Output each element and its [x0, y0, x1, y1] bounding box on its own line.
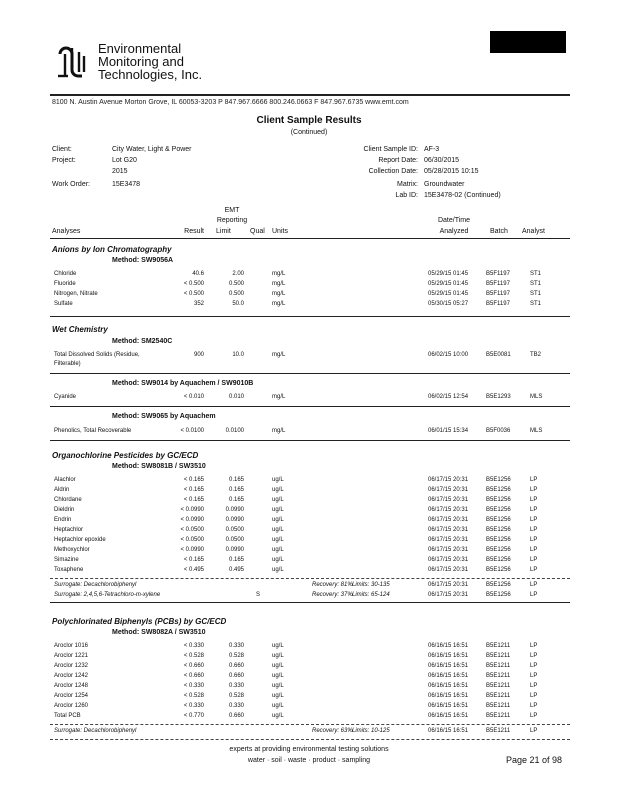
cell-result: < 0.528	[183, 693, 204, 699]
col-analyses: Analyses	[52, 228, 81, 235]
table-row	[0, 497, 618, 507]
address-line: 8100 N. Austin Avenue Morton Grove, IL 60053-3203 P 847.967.6666 800.246.0663 F 847.967.6735 www.emt.com	[52, 99, 409, 106]
cell-units: ug/L	[272, 663, 284, 669]
table-row	[0, 477, 618, 487]
cell-result: < 0.528	[183, 653, 204, 659]
table-row	[0, 653, 618, 663]
cell-units: ug/L	[272, 643, 284, 649]
cell-result: < 0.500	[183, 281, 204, 287]
cell-analyst: ST1	[530, 281, 542, 287]
cell-rl: 0.165	[228, 477, 244, 483]
client-value: City Water, Light & Power	[112, 146, 192, 153]
table-row	[0, 693, 618, 703]
cell-analyst: LP	[530, 713, 538, 719]
cell-surrogate-name: Surrogate: Decachlorobiphenyl	[54, 582, 137, 588]
cell-result: < 0.330	[183, 703, 204, 709]
cell-analyst: ST1	[530, 271, 542, 277]
cell-units: ug/L	[272, 683, 284, 689]
cell-datetime: 06/16/15 16:51	[428, 728, 469, 734]
cell-analyte: Alachlor	[54, 477, 76, 483]
cell-result: < 0.0990	[180, 507, 204, 513]
sample-id-label: Client Sample ID:	[363, 146, 418, 153]
cell-analyte: Aroclor 1260	[54, 703, 89, 709]
table-row	[0, 683, 618, 693]
footer-tagline: experts at providing environmental testing solutions	[229, 746, 389, 753]
project-label: Project:	[52, 157, 76, 164]
cell-batch: B5E1211	[486, 683, 511, 689]
cell-units: ug/L	[272, 547, 284, 553]
cell-analyte: Aldrin	[54, 487, 70, 493]
cell-batch: B5E1256	[486, 567, 511, 573]
cell-batch: B5E1211	[486, 643, 511, 649]
cell-batch: B5E1256	[486, 487, 511, 493]
cell-datetime: 06/02/15 10:00	[428, 352, 469, 358]
cell-result: 352	[193, 301, 204, 307]
company-name-line-3: Technologies, Inc.	[98, 67, 203, 82]
cell-limits: Limits: 30-135	[352, 582, 390, 588]
cell-units: ug/L	[272, 507, 284, 513]
cell-analyst: LP	[530, 517, 538, 523]
cell-units: ug/L	[272, 703, 284, 709]
table-row	[0, 663, 618, 673]
report-date-value: 06/30/2015	[424, 157, 460, 164]
cell-analyst: LP	[530, 477, 538, 483]
cell-datetime: 06/17/15 20:31	[428, 497, 469, 503]
cell-analyst: LP	[530, 683, 538, 689]
cell-batch: B5F1197	[486, 281, 510, 287]
cell-analyte: Heptachlor	[54, 527, 84, 533]
cell-rl: 0.500	[228, 291, 244, 297]
cell-units: mg/L	[272, 281, 286, 287]
table-row	[0, 537, 618, 547]
cell-qual: S	[256, 592, 261, 598]
cell-units: ug/L	[272, 537, 284, 543]
cell-datetime: 05/29/15 01:45	[428, 281, 469, 287]
cell-batch: B5E1256	[486, 547, 511, 553]
cell-datetime: 06/16/15 16:51	[428, 643, 469, 649]
method-wet-1: Method: SM2540C	[112, 338, 173, 345]
sample-id-value: AF-3	[424, 146, 440, 153]
cell-rl: 0.500	[228, 281, 244, 287]
cell-units: ug/L	[272, 567, 284, 573]
cell-analyte: Chloride	[54, 271, 77, 277]
table-row	[0, 394, 618, 404]
cell-rl: 0.0500	[225, 537, 244, 543]
cell-result: 900	[193, 352, 204, 358]
cell-batch: B5F1197	[486, 271, 510, 277]
cell-rl: 50.0	[232, 301, 244, 307]
cell-datetime: 06/02/15 12:54	[428, 394, 469, 400]
company-name	[98, 42, 202, 81]
method-pesticides: Method: SW8081B / SW3510	[112, 463, 206, 470]
cell-batch: B5E1256	[486, 507, 511, 513]
col-units: Units	[272, 228, 288, 235]
table-row	[0, 517, 618, 527]
surrogate-row	[0, 728, 618, 738]
cell-units: ug/L	[272, 487, 284, 493]
cell-analyte: Total PCB	[54, 713, 81, 719]
cell-rl: 0.330	[228, 703, 244, 709]
method-pcb: Method: SW8082A / SW3510	[112, 629, 206, 636]
cell-analyte: Aroclor 1242	[54, 673, 89, 679]
cell-analyte: Chlordane	[54, 497, 82, 503]
cell-batch: B5E1211	[486, 653, 511, 659]
cell-datetime: 06/16/15 16:51	[428, 673, 469, 679]
cell-analyte: Simazine	[54, 557, 79, 563]
work-order-value: 15E3478	[112, 181, 141, 188]
cell-limits: Limits: 65-124	[352, 592, 390, 598]
cell-rl: 0.0990	[225, 517, 244, 523]
table-row	[0, 352, 618, 362]
cell-analyte: Methoxychlor	[54, 547, 90, 553]
cell-units: ug/L	[272, 557, 284, 563]
cell-analyte: Aroclor 1221	[54, 653, 89, 659]
cell-datetime: 06/16/15 16:51	[428, 703, 469, 709]
cell-batch: B5E1211	[486, 693, 511, 699]
tds-label-2: Filterable)	[54, 361, 81, 367]
cell-datetime: 06/16/15 16:51	[428, 663, 469, 669]
cell-analyst: LP	[530, 537, 538, 543]
cell-batch: B5E1256	[486, 477, 511, 483]
cell-units: mg/L	[272, 428, 286, 434]
table-row	[0, 291, 618, 301]
cell-recovery: Recovery: 63%	[312, 728, 353, 734]
cell-units: ug/L	[272, 673, 284, 679]
cell-analyst: LP	[530, 567, 538, 573]
surrogate-row	[0, 582, 618, 592]
project-value-1: Lot G20	[112, 157, 137, 164]
cell-result: < 0.165	[183, 477, 204, 483]
cell-rl: 0.165	[228, 557, 244, 563]
cell-analyte: Phenolics, Total Recoverable	[54, 428, 132, 434]
cell-analyte: Dieldrin	[54, 507, 75, 513]
cell-batch: B5E1211	[486, 703, 511, 709]
table-row	[0, 281, 618, 291]
cell-result: < 0.500	[183, 291, 204, 297]
cell-datetime: 06/17/15 20:31	[428, 592, 469, 598]
cell-analyst: LP	[530, 582, 538, 588]
cell-analyte: Fluoride	[54, 281, 76, 287]
col-batch: Batch	[490, 228, 508, 235]
client-label: Client:	[52, 146, 72, 153]
redaction-box	[490, 31, 566, 53]
cell-analyst: LP	[530, 653, 538, 659]
cell-analyst: MLS	[530, 394, 543, 400]
cell-result: < 0.660	[183, 663, 204, 669]
section-title-anions: Anions by Ion Chromatography	[52, 245, 172, 254]
cell-datetime: 06/16/15 16:51	[428, 713, 469, 719]
cell-batch: B5E1256	[486, 527, 511, 533]
cell-result: < 0.0500	[180, 527, 204, 533]
cell-analyst: LP	[530, 673, 538, 679]
cell-analyst: LP	[530, 663, 538, 669]
cell-analyst: TB2	[530, 352, 542, 358]
lab-id-label: Lab ID:	[395, 192, 418, 199]
cell-result: < 0.0500	[180, 537, 204, 543]
cell-analyte: Aroclor 1232	[54, 663, 89, 669]
cell-result: < 0.330	[183, 683, 204, 689]
section-title-pesticides: Organochlorine Pesticides by GC/ECD	[52, 451, 199, 460]
col-rl-line2: Reporting	[216, 217, 248, 224]
cell-result: 40.6	[192, 271, 204, 277]
cell-datetime: 06/16/15 16:51	[428, 693, 469, 699]
cell-datetime: 05/30/15 05:27	[428, 301, 469, 307]
table-row	[0, 301, 618, 311]
cell-analyte: Aroclor 1254	[54, 693, 89, 699]
cell-datetime: 06/17/15 20:31	[428, 477, 469, 483]
table-row	[0, 547, 618, 557]
cell-datetime: 06/17/15 20:31	[428, 527, 469, 533]
company-logo	[54, 42, 88, 82]
cell-analyte: Heptachlor epoxide	[54, 537, 106, 543]
col-analyst: Analyst	[522, 228, 545, 235]
collection-date-value: 05/28/2015 10:15	[424, 168, 479, 175]
table-row	[0, 673, 618, 683]
cell-result: < 0.165	[183, 487, 204, 493]
surrogate-row	[0, 592, 618, 602]
cell-batch: B5E1293	[486, 394, 511, 400]
cell-analyst: MLS	[530, 428, 543, 434]
cell-rl: 0.0500	[225, 527, 244, 533]
cell-rl: 10.0	[232, 352, 244, 358]
table-row	[0, 567, 618, 577]
cell-analyst: LP	[530, 487, 538, 493]
cell-batch: B5E1256	[486, 557, 511, 563]
section-title-pcb: Polychlorinated Biphenyls (PCBs) by GC/ECD	[52, 617, 227, 626]
cell-batch: B5E0081	[486, 352, 511, 358]
col-qual: Qual	[250, 228, 265, 235]
cell-analyst: LP	[530, 547, 538, 553]
cell-analyte: Aroclor 1248	[54, 683, 89, 689]
cell-datetime: 06/16/15 16:51	[428, 683, 469, 689]
cell-surrogate-name: Surrogate: 2,4,5,6-Tetrachloro-m-xylene	[54, 592, 161, 598]
cell-units: mg/L	[272, 291, 286, 297]
footer-services: water · soil · waste · product · sampling	[247, 757, 371, 764]
cell-analyte: Cyanide	[54, 394, 77, 400]
cell-rl: 0.010	[228, 394, 244, 400]
col-dt-line2: Analyzed	[439, 228, 469, 235]
table-row	[0, 428, 618, 438]
cell-analyte: Aroclor 1016	[54, 643, 89, 649]
cell-batch: B5E1256	[486, 497, 511, 503]
cell-rl: 0.330	[228, 643, 244, 649]
cell-units: ug/L	[272, 517, 284, 523]
method-wet-3: Method: SW9065 by Aquachem	[112, 413, 216, 420]
table-row	[0, 713, 618, 723]
company-name-line-2: Monitoring and	[98, 54, 184, 69]
method-anions: Method: SW9056A	[112, 257, 174, 264]
cell-rl: 0.660	[228, 673, 244, 679]
cell-recovery: Recovery: 37%	[312, 592, 353, 598]
cell-rl: 0.165	[228, 487, 244, 493]
cell-units: mg/L	[272, 271, 286, 277]
work-order-label: Work Order:	[52, 181, 90, 188]
table-row	[0, 527, 618, 537]
cell-rl: 0.660	[228, 663, 244, 669]
col-rl-line1: EMT	[224, 207, 240, 214]
table-row	[0, 271, 618, 281]
cell-analyst: LP	[530, 592, 538, 598]
cell-datetime: 05/29/15 01:45	[428, 271, 469, 277]
report-title: Client Sample Results	[256, 115, 362, 126]
col-result: Result	[184, 228, 204, 235]
table-row	[0, 703, 618, 713]
cell-datetime: 06/17/15 20:31	[428, 487, 469, 493]
cell-batch: B5F1197	[486, 291, 510, 297]
cell-analyst: LP	[530, 693, 538, 699]
cell-datetime: 06/17/15 20:31	[428, 507, 469, 513]
cell-datetime: 05/29/15 01:45	[428, 291, 469, 297]
cell-batch: B5E1256	[486, 582, 511, 588]
cell-analyst: LP	[530, 703, 538, 709]
matrix-label: Matrix:	[397, 181, 418, 188]
cell-units: mg/L	[272, 352, 286, 358]
cell-analyst: LP	[530, 643, 538, 649]
lab-id-value: 15E3478-02 (Continued)	[424, 192, 501, 199]
cell-units: ug/L	[272, 653, 284, 659]
cell-datetime: 06/17/15 20:31	[428, 557, 469, 563]
matrix-value: Groundwater	[424, 181, 465, 188]
cell-datetime: 06/17/15 20:31	[428, 567, 469, 573]
cell-batch: B5E1211	[486, 673, 511, 679]
company-name-line-1: Environmental	[98, 41, 182, 56]
cell-rl: 0.0990	[225, 507, 244, 513]
col-rl-line3: Limit	[216, 228, 231, 235]
project-value-2: 2015	[112, 168, 128, 175]
cell-rl: 0.495	[228, 567, 244, 573]
cell-batch: B5E1256	[486, 592, 511, 598]
cell-rl: 2.00	[232, 271, 244, 277]
cell-analyte: Toxaphene	[54, 567, 84, 573]
cell-result: < 0.010	[183, 394, 204, 400]
col-dt-line1: Date/Time	[437, 217, 471, 224]
cell-result: < 0.330	[183, 643, 204, 649]
cell-datetime: 06/17/15 20:31	[428, 582, 469, 588]
cell-surrogate-name: Surrogate: Decachlorobiphenyl	[54, 728, 137, 734]
cell-units: mg/L	[272, 394, 286, 400]
cell-units: mg/L	[272, 301, 286, 307]
cell-analyst: LP	[530, 728, 538, 734]
cell-datetime: 06/17/15 20:31	[428, 547, 469, 553]
table-row	[0, 507, 618, 517]
cell-result: < 0.770	[183, 713, 204, 719]
cell-analyst: LP	[530, 557, 538, 563]
cell-batch: B5E1211	[486, 713, 511, 719]
cell-recovery: Recovery: 81%	[312, 582, 353, 588]
table-row	[0, 487, 618, 497]
cell-result: < 0.165	[183, 557, 204, 563]
cell-rl: 0.528	[228, 693, 244, 699]
cell-analyst: LP	[530, 507, 538, 513]
cell-batch: B5E1211	[486, 728, 511, 734]
cell-datetime: 06/01/15 15:34	[428, 428, 469, 434]
report-date-label: Report Date:	[378, 157, 418, 164]
cell-analyst: ST1	[530, 291, 542, 297]
report-subtitle: (Continued)	[290, 129, 328, 136]
cell-units: ug/L	[272, 713, 284, 719]
cell-result: < 0.165	[183, 497, 204, 503]
cell-datetime: 06/17/15 20:31	[428, 517, 469, 523]
page-number: Page 21 of 98	[506, 755, 563, 765]
cell-rl: 0.660	[228, 713, 244, 719]
cell-rl: 0.528	[228, 653, 244, 659]
cell-rl: 0.0990	[225, 547, 244, 553]
section-title-wet: Wet Chemistry	[52, 325, 108, 334]
table-row	[0, 643, 618, 653]
cell-result: < 0.495	[183, 567, 204, 573]
cell-units: ug/L	[272, 693, 284, 699]
cell-analyst: ST1	[530, 301, 542, 307]
cell-batch: B5E1256	[486, 517, 511, 523]
tds-label-1: Total Dissolved Solids (Residue,	[54, 352, 140, 358]
cell-rl: 0.0100	[225, 428, 244, 434]
table-row	[0, 557, 618, 567]
cell-units: ug/L	[272, 497, 284, 503]
cell-units: ug/L	[272, 527, 284, 533]
cell-analyte: Sulfate	[54, 301, 73, 307]
method-wet-2: Method: SW9014 by Aquachem / SW9010B	[112, 380, 254, 387]
cell-datetime: 06/17/15 20:31	[428, 537, 469, 543]
cell-batch: B5E1256	[486, 537, 511, 543]
cell-result: < 0.660	[183, 673, 204, 679]
cell-analyst: LP	[530, 527, 538, 533]
cell-units: ug/L	[272, 477, 284, 483]
cell-result: < 0.0990	[180, 547, 204, 553]
cell-batch: B5E1211	[486, 663, 511, 669]
cell-rl: 0.330	[228, 683, 244, 689]
cell-analyte: Endrin	[54, 517, 72, 523]
cell-analyte: Nitrogen, Nitrate	[54, 291, 98, 297]
collection-date-label: Collection Date:	[368, 168, 418, 175]
cell-batch: B5F0036	[486, 428, 511, 434]
cell-limits: Limits: 10-125	[352, 728, 390, 734]
cell-result: < 0.0990	[180, 517, 204, 523]
cell-analyst: LP	[530, 497, 538, 503]
cell-result: < 0.0100	[180, 428, 204, 434]
cell-datetime: 06/16/15 16:51	[428, 653, 469, 659]
cell-batch: B5F1197	[486, 301, 510, 307]
cell-rl: 0.165	[228, 497, 244, 503]
